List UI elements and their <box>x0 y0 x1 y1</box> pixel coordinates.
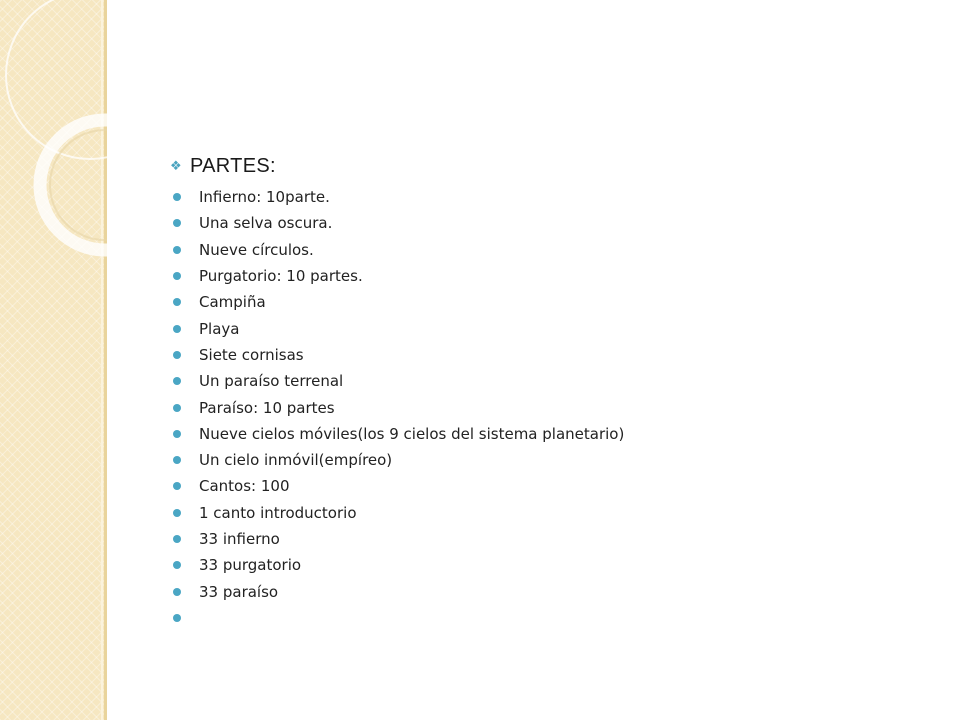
list-item-text: Cantos: 100 <box>199 477 290 496</box>
list-item <box>170 394 930 420</box>
list-item <box>170 289 930 315</box>
list-item-text: Purgatorio: 10 partes. <box>199 267 363 286</box>
bullet-dot-icon <box>173 404 181 412</box>
bullet-dot-icon <box>173 588 181 596</box>
list-item-text: Campiña <box>199 293 266 312</box>
decorative-rings <box>0 0 107 720</box>
list-item-text: Playa <box>199 319 240 338</box>
list-item <box>170 237 930 263</box>
bullet-dot-icon <box>173 377 181 385</box>
list-item-text: 33 infierno <box>199 530 280 548</box>
title-row <box>170 148 930 184</box>
list-item-text: Infierno: 10parte. <box>199 188 330 207</box>
list-item <box>170 605 930 631</box>
bullet-dot-icon <box>173 509 181 517</box>
bullet-dot-icon <box>173 246 181 254</box>
bullet-dot-icon <box>173 456 181 464</box>
list-item-text: Un cielo inmóvil(empíreo) <box>199 451 393 470</box>
bullet-dot-icon <box>173 482 181 490</box>
list-item <box>170 342 930 368</box>
bullet-dot-icon <box>173 561 181 569</box>
bullet-list <box>170 184 930 631</box>
list-item-text: 1 canto introductorio <box>199 503 357 522</box>
list-item-text: Paraíso: 10 partes <box>199 398 335 417</box>
bullet-dot-icon <box>173 614 181 622</box>
bullet-dot-icon <box>173 298 181 306</box>
list-item-text: Nueve cielos móviles(los 9 cielos del sistema planetario) <box>199 424 625 443</box>
list-item <box>170 500 930 526</box>
list-item <box>170 263 930 289</box>
list-item-text: 33 purgatorio <box>199 556 302 575</box>
list-item-text: Siete cornisas <box>199 345 304 364</box>
list-item <box>170 421 930 447</box>
list-item <box>170 578 930 604</box>
bullet-dot-icon <box>173 535 181 543</box>
list-item <box>170 184 930 210</box>
list-item-text: Un paraíso terrenal <box>199 372 344 391</box>
list-item <box>170 210 930 236</box>
list-item-text: Una selva oscura. <box>199 214 333 233</box>
list-item <box>170 526 930 552</box>
list-item <box>170 368 930 394</box>
bullet-dot-icon <box>173 351 181 359</box>
diamond-star-bullet-icon: ❖ <box>170 158 182 174</box>
bullet-dot-icon <box>173 430 181 438</box>
list-item <box>170 447 930 473</box>
bullet-dot-icon <box>173 193 181 201</box>
list-item-text: 33 paraíso <box>199 582 279 601</box>
slide-content <box>170 148 930 631</box>
bullet-dot-icon <box>173 272 181 280</box>
list-item <box>170 552 930 578</box>
bullet-dot-icon <box>173 325 181 333</box>
list-item-text: Nueve círculos. <box>199 240 314 259</box>
slide-title: PARTES: <box>190 154 276 177</box>
list-item <box>170 473 930 499</box>
list-item <box>170 315 930 341</box>
bullet-dot-icon <box>173 219 181 227</box>
